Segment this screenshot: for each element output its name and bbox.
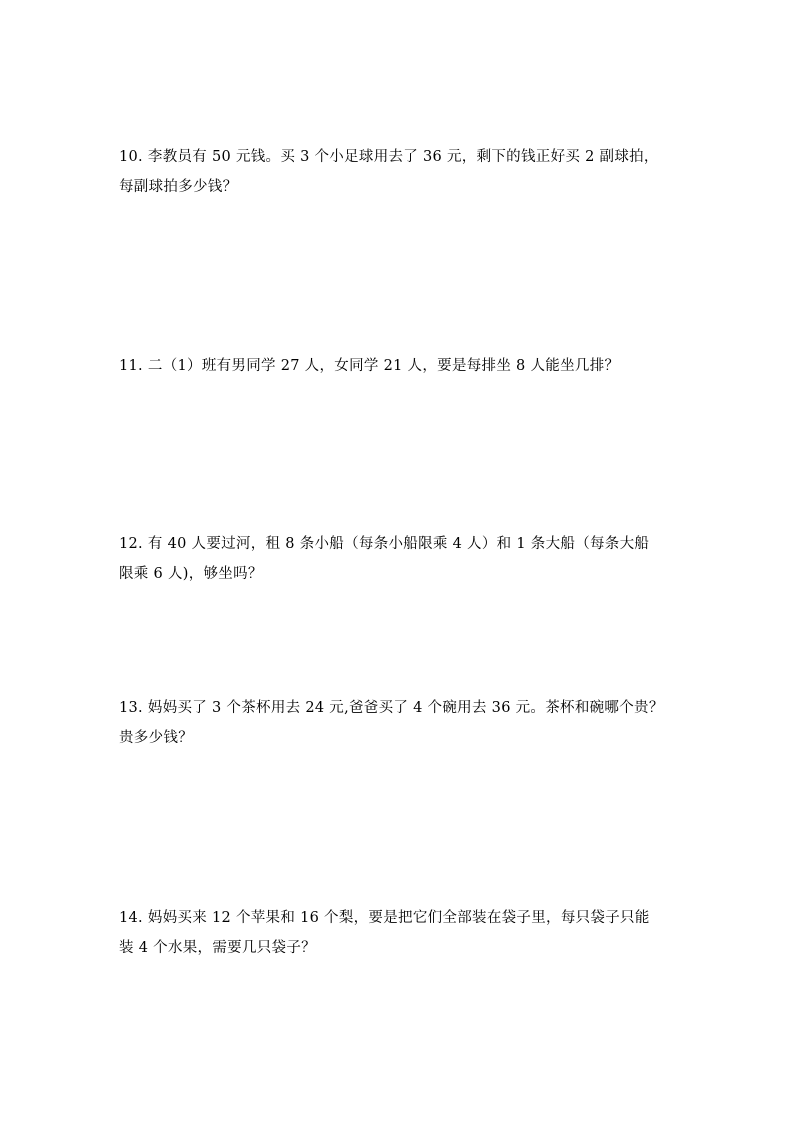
problem-10 <box>119 142 699 202</box>
problem-line: 装 4 个水果，需要几只袋子？ <box>119 940 316 956</box>
problem-line <box>119 529 699 559</box>
problem-line <box>119 142 699 172</box>
problem-text: 二（1）班有男同学 27 人，女同学 21 人，要是每排坐 8 人能坐几排？ <box>147 358 620 374</box>
problem-text: 妈妈买来 12 个苹果和 16 个梨，要是把它们全部装在袋子里，每只袋子只能 <box>147 910 650 926</box>
problem-line: 限乘 6 人)，够坐吗？ <box>119 566 263 582</box>
problem-14 <box>119 903 699 963</box>
problem-13 <box>119 693 699 753</box>
problem-line: 每副球拍多少钱？ <box>119 179 238 195</box>
problem-12 <box>119 529 699 589</box>
problem-number: 13. <box>119 700 143 716</box>
problem-text: 李教员有 50 元钱。买 3 个小足球用去了 36 元，剩下的钱正好买 2 副球拍， <box>147 149 659 165</box>
problem-number: 11. <box>119 358 143 374</box>
problem-11 <box>119 351 699 381</box>
problem-line: 贵多少钱？ <box>119 730 193 746</box>
problem-line <box>119 693 699 723</box>
problem-line <box>119 351 699 381</box>
problem-number: 14. <box>119 910 143 926</box>
problem-line <box>119 903 699 933</box>
problem-text: 有 40 人要过河，租 8 条小船（每条小船限乘 4 人）和 1 条大船（每条大船 <box>147 536 650 552</box>
problem-text: 妈妈买了 3 个茶杯用去 24 元,爸爸买了 4 个碗用去 36 元。茶杯和碗哪个贵？ <box>147 700 664 716</box>
problem-number: 10. <box>119 149 143 165</box>
problem-number: 12. <box>119 536 143 552</box>
